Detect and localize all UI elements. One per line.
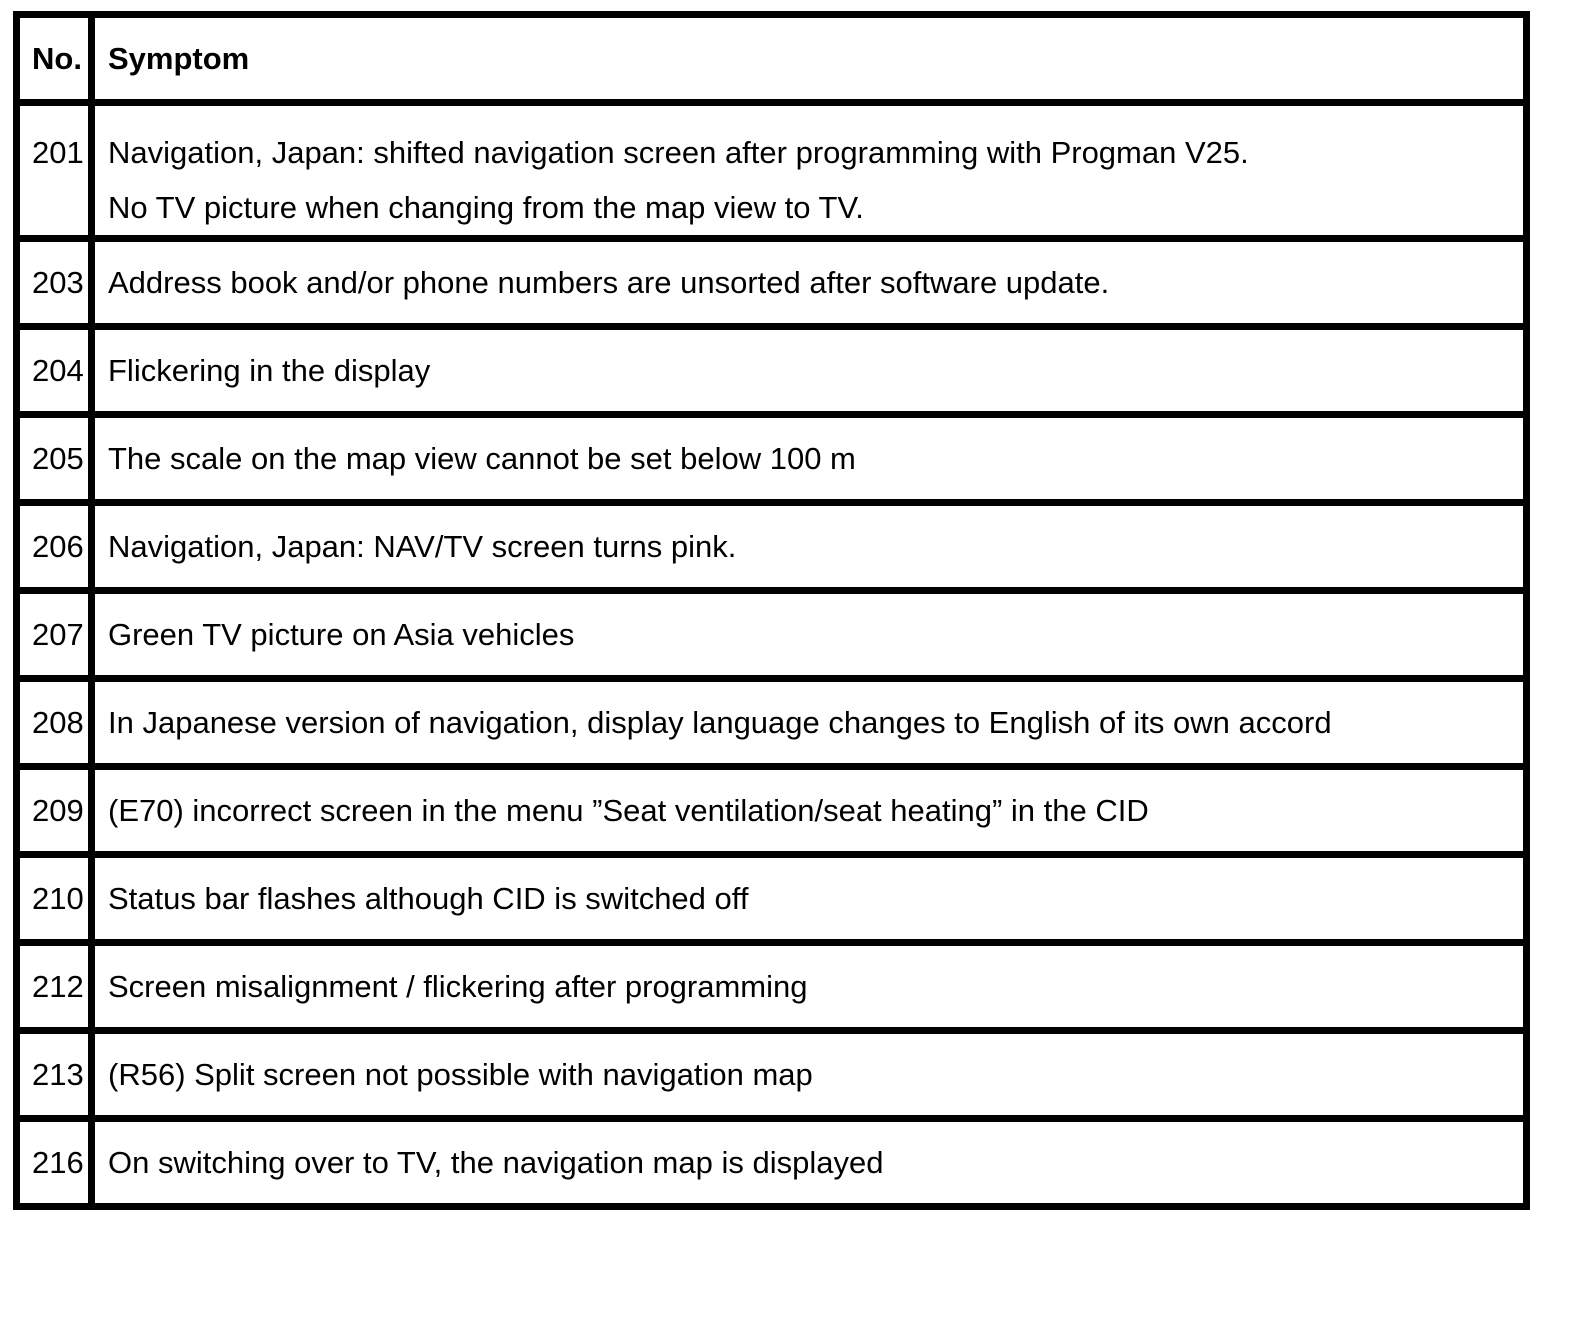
row-symptom: Screen misalignment / flickering after programming <box>92 943 1527 1031</box>
column-header-no: No. <box>17 15 92 103</box>
row-number: 201 <box>17 103 92 239</box>
row-number: 210 <box>17 855 92 943</box>
table-row <box>17 767 1527 855</box>
row-symptom: Address book and/or phone numbers are unsorted after software update. <box>92 239 1527 327</box>
row-number: 203 <box>17 239 92 327</box>
row-number: 216 <box>17 1119 92 1207</box>
column-header-symptom: Symptom <box>92 15 1527 103</box>
row-number: 207 <box>17 591 92 679</box>
symptom-line: No TV picture when changing from the map view to TV. <box>108 190 864 225</box>
row-number: 206 <box>17 503 92 591</box>
table-row <box>17 103 1527 239</box>
row-number: 208 <box>17 679 92 767</box>
symptom-line: Navigation, Japan: shifted navigation screen after programming with Progman V25. <box>108 135 1249 170</box>
row-symptom: The scale on the map view cannot be set below 100 m <box>92 415 1527 503</box>
row-symptom: Green TV picture on Asia vehicles <box>92 591 1527 679</box>
table-row <box>17 1031 1527 1119</box>
row-number: 205 <box>17 415 92 503</box>
row-symptom: (E70) incorrect screen in the menu ”Seat ventilation/seat heating” in the CID <box>92 767 1527 855</box>
table-row <box>17 503 1527 591</box>
table-row <box>17 327 1527 415</box>
row-symptom: In Japanese version of navigation, display language changes to English of its own accord <box>92 679 1527 767</box>
row-symptom: On switching over to TV, the navigation map is displayed <box>92 1119 1527 1207</box>
row-number: 213 <box>17 1031 92 1119</box>
row-number: 204 <box>17 327 92 415</box>
table-row <box>17 415 1527 503</box>
row-symptom <box>92 103 1527 239</box>
row-symptom: Flickering in the display <box>92 327 1527 415</box>
header-row <box>17 15 1527 103</box>
table-row <box>17 943 1527 1031</box>
row-symptom: (R56) Split screen not possible with navigation map <box>92 1031 1527 1119</box>
row-number: 209 <box>17 767 92 855</box>
row-symptom: Status bar flashes although CID is switched off <box>92 855 1527 943</box>
table-row <box>17 1119 1527 1207</box>
symptom-table <box>13 11 1530 1210</box>
table-row <box>17 239 1527 327</box>
table-row <box>17 591 1527 679</box>
table-row <box>17 855 1527 943</box>
row-number: 212 <box>17 943 92 1031</box>
table-row <box>17 679 1527 767</box>
row-symptom: Navigation, Japan: NAV/TV screen turns pink. <box>92 503 1527 591</box>
